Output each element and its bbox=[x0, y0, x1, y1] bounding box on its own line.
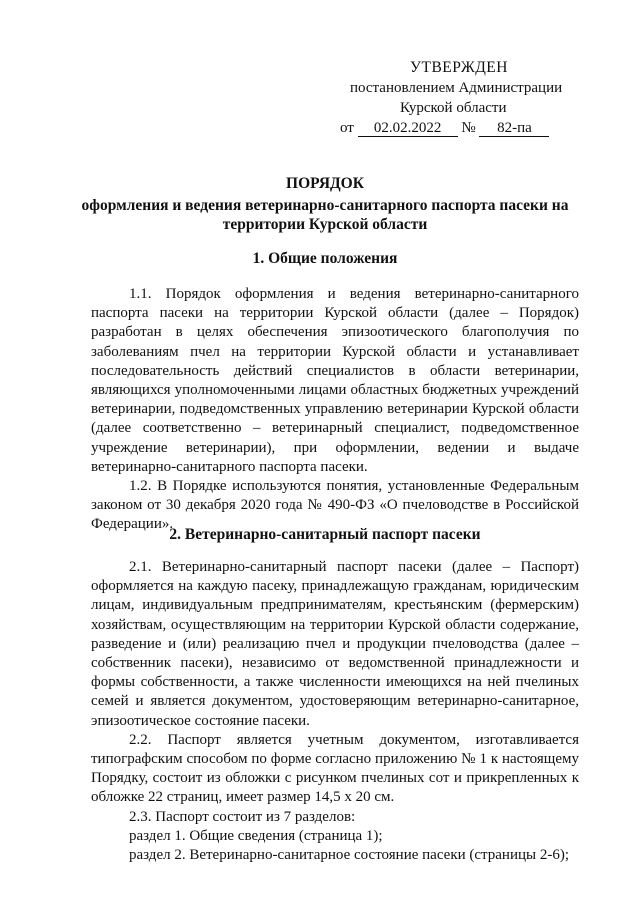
document-subtitle-line1: оформления и ведения ветеринарно-санитарного паспорта пасеки на bbox=[81, 197, 569, 214]
approval-from-label: от bbox=[340, 120, 354, 136]
approval-stamp bbox=[340, 58, 580, 138]
list-item: раздел 1. Общие сведения (страница 1); bbox=[129, 827, 383, 844]
document-subtitle-line2: территории Курской области bbox=[222, 216, 428, 233]
approval-number-label: № bbox=[461, 120, 476, 136]
list-item: раздел 2. Ветеринарно-санитарное состояние пасеки (страницы 2-6); bbox=[129, 847, 570, 864]
sections-list bbox=[91, 827, 579, 865]
paragraph-1-2: 1.2. В Порядке используются понятия, установленные Федеральным законом от 30 декабря 2020 года № 490-ФЗ «О пчеловодстве в Российской Федерации». bbox=[91, 478, 579, 533]
approval-number: 82-па bbox=[479, 120, 549, 137]
paragraph-2-1: 2.1. Ветеринарно-санитарный паспорт пасеки (далее – Паспорт) оформляется на каждую пасеку, принадлежащую гражданам, юридическим лицам, индивидуальным предпринимателям, крестьянским (фермерским) хозяйствам, осуществляющим на территории Курской области содержание, разведение и (или) реализацию пчел и продукции пчеловодства (далее – собственник пасеки), независимо от ведомственной принадлежности и формы собственности, а также численности имеющихся на ней пчелиных семей и является документом, удостоверяющим ветеринарно-санитарное, эпизоотическое состояние пасеки. bbox=[91, 559, 579, 729]
section1-body bbox=[91, 285, 579, 535]
approval-date: 02.02.2022 bbox=[358, 120, 458, 137]
paragraph-1-1: 1.1. Порядок оформления и ведения ветеринарно-санитарного паспорта пасеки на территории Курской области (далее – Порядок) разработан в целях обеспечения эпизоотического благополучия по заболеваниям пчел на территории Курской области и устанавливает последовательность действий специалистов в области ветеринарии, являющихся уполномоченными лицами областных бюджетных учреждений ветеринарии, подведомственных управлению ветеринарии Курской области (далее соответственно – ветеринарный специалист, подведомственное учреждение ветеринарии), при оформлении, ведении и выдаче ветеринарно-санитарного паспорта пасеки. bbox=[91, 286, 579, 475]
section1-heading: 1. Общие положения bbox=[252, 250, 398, 267]
section2-heading: 2. Ветеринарно-санитарный паспорт пасеки bbox=[169, 526, 481, 543]
section2-body bbox=[91, 558, 579, 865]
approval-date-number bbox=[340, 118, 580, 138]
paragraph-2-2: 2.2. Паспорт является учетным документом, изготавливается типографским способом по форме согласно приложению № 1 к настоящему Порядку, состоит из обложки с рисунком пчелиных сот и прикрепленных к обложке 22 страниц, имеет размер 14,5 х 20 см. bbox=[91, 731, 579, 806]
paragraph-2-3: 2.3. Паспорт состоит из 7 разделов: bbox=[129, 808, 356, 825]
approval-region: Курской области bbox=[400, 100, 507, 116]
document-title: ПОРЯДОК bbox=[286, 175, 364, 192]
approval-title: УТВЕРЖДЕН bbox=[410, 59, 508, 76]
approval-authority: постановлением Администрации bbox=[350, 80, 563, 96]
